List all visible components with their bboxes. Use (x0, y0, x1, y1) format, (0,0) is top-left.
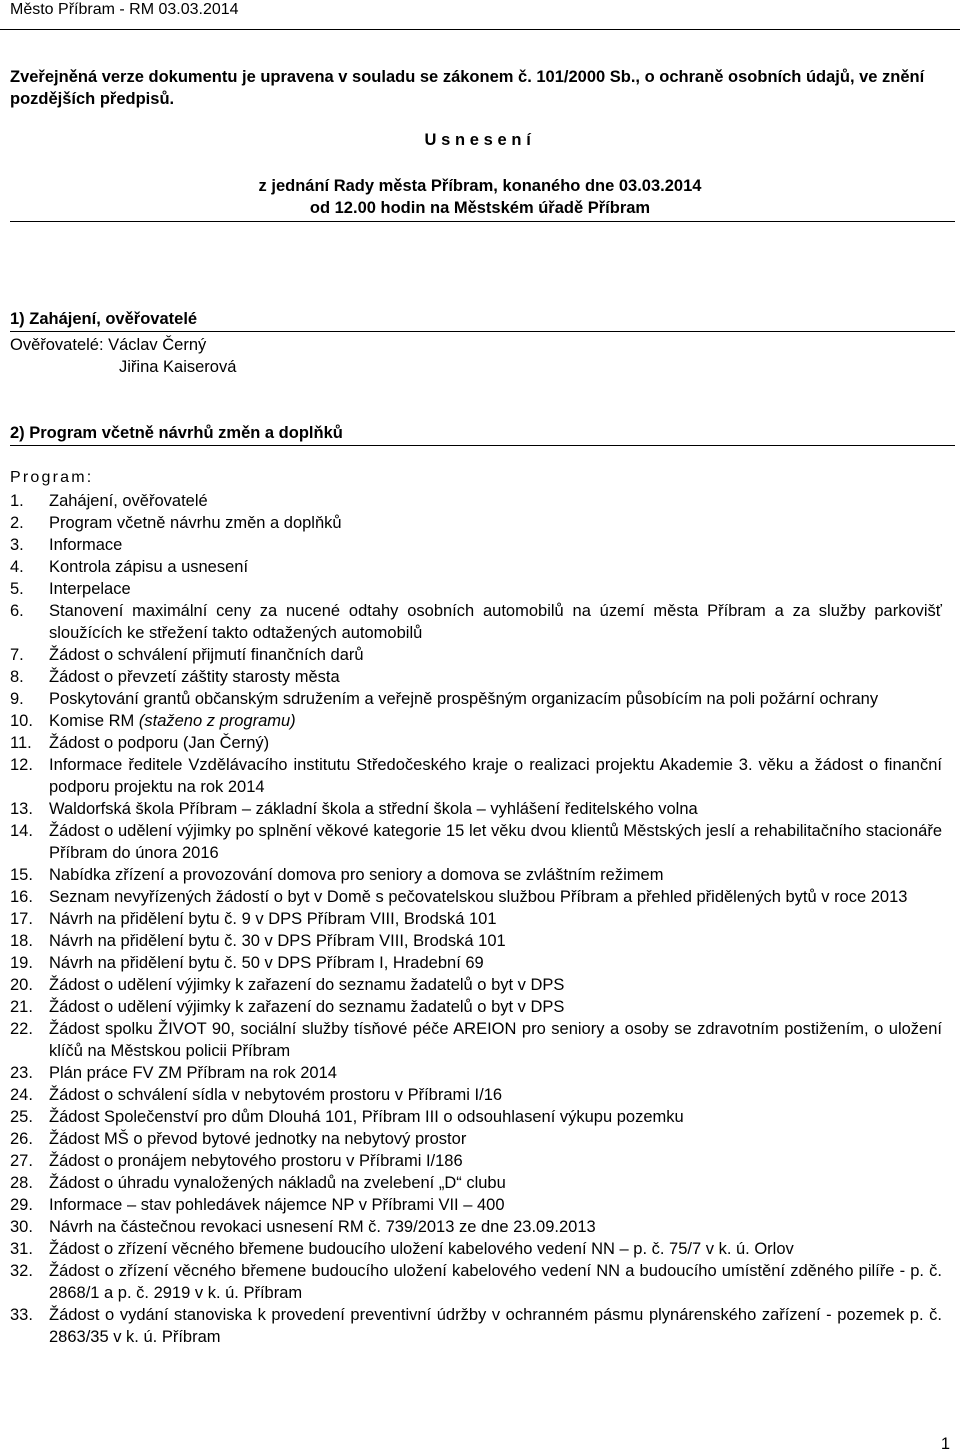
program-item-text (49, 754, 942, 798)
program-item (10, 1216, 942, 1238)
program-item-text (49, 512, 942, 534)
program-item-text (49, 1018, 942, 1062)
program-item-number: 15. (10, 866, 33, 884)
program-item-number: 22. (10, 1020, 33, 1038)
program-item-text (49, 666, 942, 688)
program-item-title: Žádost o pronájem nebytového prostoru v Příbrami I/186 (49, 1152, 463, 1170)
program-item-title: Návrh na přidělení bytu č. 50 v DPS Příbram I, Hradební 69 (49, 954, 484, 972)
program-item-title: Návrh na přidělení bytu č. 9 v DPS Příbram VIII, Brodská 101 (49, 910, 497, 928)
program-item (10, 886, 942, 908)
program-item-title: Žádost o udělení výjimky po splnění věkové kategorie 15 let věku dvou klientů Městských jeslí a rehabilitačního stacionáře Příbram do února 2016 (49, 822, 942, 862)
title-divider (10, 221, 955, 222)
program-item-text (49, 1150, 942, 1172)
program-item-title: Žádost o podporu (Jan Černý) (49, 734, 270, 752)
program-item-title: Žádost o zřízení věcného břemene budoucího uložení kabelového vedení NN – p. č. 75/7 v k. ú. Orlov (49, 1240, 794, 1258)
program-item-number: 18. (10, 932, 33, 950)
program-item-title: Návrh na přidělení bytu č. 30 v DPS Příbram VIII, Brodská 101 (49, 932, 506, 950)
program-item-number: 13. (10, 800, 33, 818)
program-item-title: Waldorfská škola Příbram – základní škola a střední škola – vyhlášení ředitelského volna (49, 800, 698, 818)
program-item-text (49, 1106, 942, 1128)
program-item-title: Žádost MŠ o převod bytové jednotky na nebytový prostor (49, 1130, 467, 1148)
program-item (10, 1084, 942, 1106)
program-item-number: 9. (10, 690, 24, 708)
program-item-number: 3. (10, 536, 24, 554)
program-item-text (49, 534, 942, 556)
program-item (10, 1128, 942, 1150)
program-item-text (49, 710, 942, 732)
program-item-text (49, 1216, 942, 1238)
program-item (10, 666, 942, 688)
program-item-text (49, 1304, 942, 1348)
verifiers-label: Ověřovatelé: Václav Černý (10, 336, 207, 354)
program-item (10, 710, 942, 732)
program-item (10, 930, 942, 952)
program-item-number: 33. (10, 1306, 33, 1324)
program-item-text (49, 974, 942, 996)
program-item (10, 1106, 942, 1128)
program-item-text (49, 556, 942, 578)
program-item-number: 28. (10, 1174, 33, 1192)
program-item-text (49, 886, 942, 908)
resolution-meeting-line: z jednání Rady města Příbram, konaného dne 03.03.2014 (258, 177, 702, 195)
section-2-divider (10, 445, 955, 446)
program-item-number: 19. (10, 954, 33, 972)
program-item-title: Informace – stav pohledávek nájemce NP v Příbrami VII – 400 (49, 1196, 505, 1214)
program-item-number: 17. (10, 910, 33, 928)
program-item-title: Žádost o schválení sídla v nebytovém prostoru v Příbrami I/16 (49, 1086, 503, 1104)
program-item (10, 1260, 942, 1304)
section-1-divider (10, 331, 955, 332)
program-item-number: 26. (10, 1130, 33, 1148)
program-item-text (49, 600, 942, 644)
program-item-title: Informace ředitele Vzdělávacího institutu Středočeského kraje o realizaci projektu Akademie 3. věku a žádost o finanční podporu projektu na rok 2014 (49, 756, 942, 796)
program-item-text (49, 1260, 942, 1304)
program-item-number: 10. (10, 712, 33, 730)
program-item-title: Nabídka zřízení a provozování domova pro seniory a domova se zvláštním režimem (49, 866, 664, 884)
program-item-number: 21. (10, 998, 33, 1016)
resolution-time-line: od 12.00 hodin na Městském úřadě Příbram (309, 199, 651, 217)
program-item (10, 974, 942, 996)
program-item-number: 23. (10, 1064, 33, 1082)
verifier-second: Jiřina Kaiserová (119, 358, 237, 376)
program-item-title: Žádost o úhradu vynaložených nákladů na zvelebení „D“ clubu (49, 1174, 506, 1192)
header-divider (0, 29, 960, 30)
program-item (10, 556, 942, 578)
program-item-number: 30. (10, 1218, 33, 1236)
program-item-text (49, 820, 942, 864)
program-item-text (49, 732, 942, 754)
program-item-note: (staženo z programu) (138, 712, 296, 730)
program-item-text (49, 1194, 942, 1216)
program-item-text (49, 1238, 942, 1260)
program-item-title: Program včetně návrhu změn a doplňků (49, 514, 342, 532)
program-item-title: Zahájení, ověřovatelé (49, 492, 208, 510)
program-item-title: Informace (49, 536, 123, 554)
program-item-text (49, 798, 942, 820)
program-item (10, 1172, 942, 1194)
program-item-title: Žádost o udělení výjimky k zařazení do seznamu žadatelů o byt v DPS (49, 998, 565, 1016)
program-item-title: Komise RM (49, 712, 139, 730)
program-item-number: 7. (10, 646, 24, 664)
program-item (10, 952, 942, 974)
program-item-number: 31. (10, 1240, 33, 1258)
program-item-text (49, 1128, 942, 1150)
program-item (10, 688, 942, 710)
program-item-text (49, 908, 942, 930)
program-item (10, 644, 942, 666)
program-item (10, 1062, 942, 1084)
program-item-number: 6. (10, 602, 24, 620)
program-item-number: 16. (10, 888, 33, 906)
program-item-number: 2. (10, 514, 24, 532)
program-item-title: Žádost o schválení přijmutí finančních darů (49, 646, 364, 664)
program-item-title: Seznam nevyřízených žádostí o byt v Domě s pečovatelskou službou Příbram a přehled přidělených bytů v roce 2013 (49, 888, 908, 906)
program-item-number: 14. (10, 822, 33, 840)
program-item (10, 490, 942, 512)
program-item (10, 1194, 942, 1216)
program-item-title: Kontrola zápisu a usnesení (49, 558, 249, 576)
program-item-title: Žádost Společenství pro dům Dlouhá 101, Příbram III o odsouhlasení výkupu pozemku (49, 1108, 684, 1126)
program-item (10, 600, 942, 644)
program-label: Program: (10, 469, 94, 486)
program-item-text (49, 864, 942, 886)
program-item-text (49, 644, 942, 666)
privacy-notice: Zveřejněná verze dokumentu je upravena v souladu se zákonem č. 101/2000 Sb., o ochraně osobních údajů, ve znění pozdějších předpisů. (10, 68, 925, 108)
program-item-text (49, 930, 942, 952)
program-item-text (49, 952, 942, 974)
program-item-title: Žádost o vydání stanoviska k provedení preventivní údržby v ochranném pásmu plynárenského zařízení - pozemek p. č. 2863/35 v k. ú. Příbram (49, 1306, 942, 1346)
program-item (10, 820, 942, 864)
program-item-text (49, 1062, 942, 1084)
program-item (10, 1304, 942, 1348)
program-item-number: 24. (10, 1086, 33, 1104)
page-number: 1 (940, 1435, 950, 1453)
program-item-number: 27. (10, 1152, 33, 1170)
program-item (10, 1150, 942, 1172)
program-item-title: Žádost spolku ŽIVOT 90, sociální služby tísňové péče AREION pro seniory a osoby se zdravotním postižením, o uložení klíčů na Městskou policii Příbram (49, 1020, 942, 1060)
program-item-number: 1. (10, 492, 24, 510)
program-item (10, 798, 942, 820)
program-item-title: Plán práce FV ZM Příbram na rok 2014 (49, 1064, 337, 1082)
program-item-title: Interpelace (49, 580, 131, 598)
program-item-number: 11. (10, 734, 32, 752)
program-item (10, 512, 942, 534)
program-item-number: 29. (10, 1196, 33, 1214)
program-item-text (49, 688, 942, 710)
section-2-heading: 2) Program včetně návrhů změn a doplňků (10, 424, 343, 442)
program-item-text (49, 490, 942, 512)
page-header-title: Město Příbram - RM 03.03.2014 (10, 1, 239, 18)
program-item-title: Stanovení maximální ceny za nucené odtahy osobních automobilů na území města Příbram a za služby parkovišť sloužících ke střežení takto odtažených automobilů (49, 602, 942, 642)
program-item-number: 25. (10, 1108, 33, 1126)
program-item (10, 996, 942, 1018)
program-item-text (49, 1084, 942, 1106)
program-item-number: 12. (10, 756, 33, 774)
program-item (10, 754, 942, 798)
program-item (10, 864, 942, 886)
program-item-title: Poskytování grantů občanským sdružením a veřejně prospěšným organizacím působícím na poli požární ochrany (49, 690, 879, 708)
resolution-title: Usnesení (424, 131, 536, 149)
program-item-title: Žádost o převzetí záštity starosty města (49, 668, 340, 686)
section-1-heading: 1) Zahájení, ověřovatelé (10, 310, 198, 328)
program-item (10, 908, 942, 930)
program-item-number: 8. (10, 668, 24, 686)
program-item-title: Žádost o zřízení věcného břemene budoucího uložení kabelového vedení NN a budoucího umístění zděného pilíře - p. č. 2868/1 a p. č. 2919 v k. ú. Příbram (49, 1262, 942, 1302)
program-list (10, 490, 942, 1348)
program-item-number: 5. (10, 580, 24, 598)
program-item (10, 534, 942, 556)
program-item-number: 32. (10, 1262, 33, 1280)
program-item (10, 578, 942, 600)
program-item (10, 1238, 942, 1260)
program-item (10, 1018, 942, 1062)
program-item-text (49, 1172, 942, 1194)
program-item-text (49, 578, 942, 600)
program-item-title: Žádost o udělení výjimky k zařazení do seznamu žadatelů o byt v DPS (49, 976, 565, 994)
program-item-number: 4. (10, 558, 24, 576)
program-item (10, 732, 942, 754)
program-item-text (49, 996, 942, 1018)
program-item-title: Návrh na částečnou revokaci usnesení RM č. 739/2013 ze dne 23.09.2013 (49, 1218, 596, 1236)
program-item-number: 20. (10, 976, 33, 994)
